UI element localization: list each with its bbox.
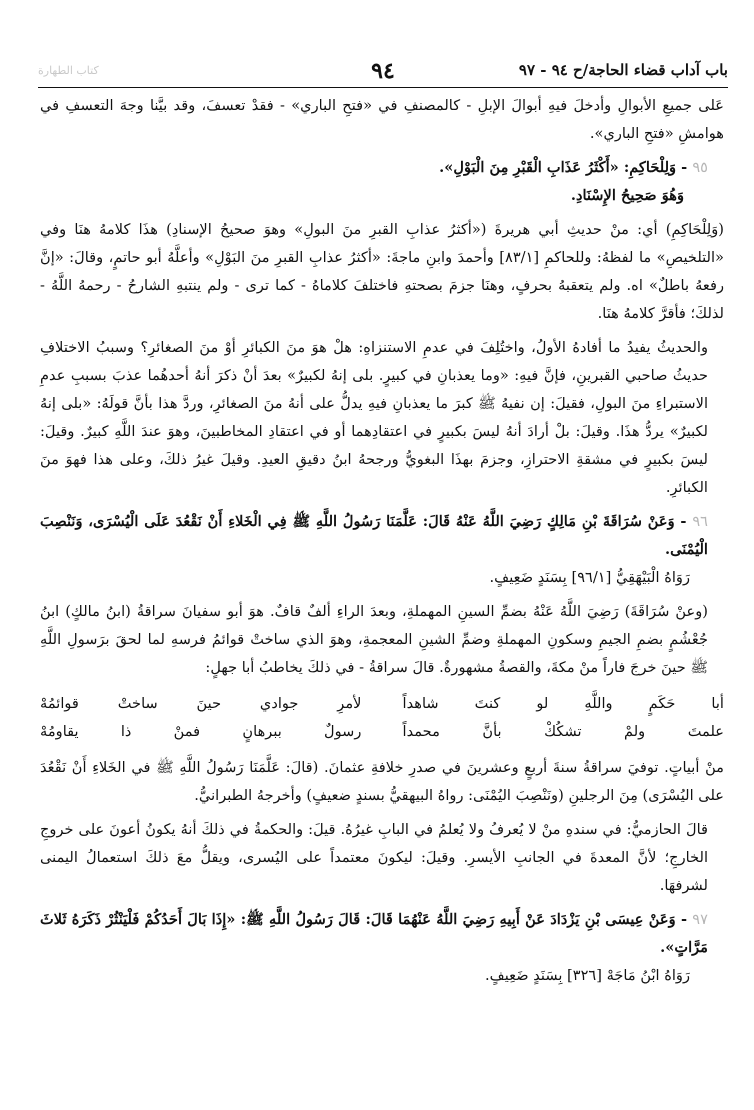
commentary-paragraph: منْ أبياتٍ. توفيَ سراقةُ سنةَ أربعٍ وعشرينَ في صدرِ خلافةِ عثمانَ. (قالَ: عَلَّمَنَا رَسُولُ اللَّهِ ﷺ في الخَلاءِ أَنْ نَقْعُدَ على اليُسْرَى) مِنَ الرجلينِ (ونَنْصِبَ اليُمْنَى: رواهُ البيهقيُّ بسندٍ ضعيفٍ) وأخرجهُ الطبرانيُّ.	[40, 759, 724, 804]
page-header	[38, 58, 728, 86]
poem-verse	[40, 690, 724, 718]
hadith-source: رَوَاهُ الْبَيْهَقِيُّ [٩٦/١] بِسَنَدٍ ضَعِيفٍ.	[489, 569, 690, 586]
poem-verse	[40, 718, 724, 746]
poem-hemistich: رسولٌ ببرهانٍ فمنْ ذا يقاومُهْ	[40, 723, 362, 740]
poem-hemistich: أبا حَكَمٍ واللَّهِ لو كنتَ شاهداً	[402, 695, 724, 712]
poem	[40, 690, 724, 746]
page-number: ٩٤	[371, 58, 395, 84]
hadith-97	[40, 906, 724, 962]
hadith-source: رَوَاهُ ابْنُ مَاجَهْ [٣٢٦] بِسَنَدٍ ضَعِيفٍ.	[485, 967, 690, 984]
header-rule	[38, 87, 728, 88]
section-title: باب آداب قضاء الحاجة/ح ٩٤ - ٩٧	[518, 61, 728, 79]
hadith-96	[40, 508, 724, 564]
commentary-paragraph: (وَلِلْحَاكِمِ) أي: منْ حديثِ أبي هريرةَ («أكثرُ عذابِ القبرِ منَ البولِ» وهوَ صحيحُ الإسنادِ) هذَا كلامهُ هنَا وفي «التلخيصِ» ما لفظهُ: وللحاكمِ [٨٣/١] وأحمدَ وابنِ ماجةَ: «أكثرُ عذابِ القبرِ منَ البَوْلِ» وأعلَّهُ أبو حاتمٍ، وقالَ: «إنَّ رفعهُ باطلٌ» اه. ولم يتعقبهُ بحرفٍ، وهنَا جزمَ بصحتهِ فاختلفَ كلاماهُ - كما ترى - ولم ينتبهِ الشارحُ - رحمهُ اللَّهُ - لذلكَ؛ فأقرَّ كلامهُ هنَا.	[40, 221, 724, 322]
hadith-text: - وَعَنْ سُرَاقَةَ بْنِ مَالِكٍ رَضِيَ اللَّهُ عَنْهُ قَالَ: عَلَّمَنَا رَسُولُ اللَّهِ ﷺ فِي الْخَلاءِ أَنْ نَقْعُدَ عَلَى الْيُسْرَى، وَنَنْصِبَ الْيُمْنَى.	[40, 513, 708, 558]
commentary-paragraph: والحديثُ يفيدُ ما أفادهُ الأولُ، واختُلِفَ في عدمِ الاستنزاهِ: هلْ هوَ منَ الكبائرِ أوْ منَ الصغائرِ؟ وسببُ الاختلافِ حديثُ صاحبي القبرينِ، فإنَّ فيهِ: «وما يعذبانِ في كبيرٍ. بلى إنهُ لكبيرٌ» بعدَ أنْ ذكرَ أنهُ أحدهُما عذبَ بسببِ عدمِ الاستبراءِ منَ البولِ، فقيلَ: إن نفيهُ ﷺ كبرَ ما يعذبانِ فيهِ يدلُّ على أنهُ منَ الصغائرِ، وردَّ هذا بأنَّ قولَهُ: «بلى إنهُ لكبيرٌ» يردُّ هذَا. وقيلَ: بلْ أرادَ أنهُ ليسَ بكبيرٍ في اعتقادِهما أو في اعتقادِ المخاطبينَ، وهوَ عندَ اللَّهِ كبيرٌ. وقيلَ: ليسَ بكبيرٍ في مشقةِ الاحترازِ، وجزمَ بهذَا البغويُّ ورجحهُ ابنُ دقيقِ العيدِ. وقيلَ غيرُ ذلكَ، وعلى هذا فهوَ منَ الكبائرِ.	[40, 339, 708, 496]
hadith-number: ٩٧	[692, 911, 708, 928]
commentary-paragraph: قالَ الحازميُّ: في سندهِ منْ لا يُعرفُ ولا يُعلمُ في البابِ غيرُهُ. قيلَ: والحكمةُ في ذلكَ أنهُ يكونُ أعونَ على خروجِ الخارجِ؛ لأنَّ المعدةَ في الجانبِ الأيسرِ. وقيلَ: ليكونَ معتمداً على اليُسرى، ويقلُّ معَ ذلكَ استعمالُ اليمنى لشرفهَا.	[40, 821, 708, 894]
hadith-95	[40, 154, 724, 182]
page-body	[40, 92, 724, 990]
poem-hemistich: علمتَ ولمْ تشكُكْ بأنَّ محمداً	[402, 723, 724, 740]
commentary-paragraph: (وعنْ سُرَاقَةَ) رَضِيَ اللَّهُ عَنْهُ بضمِّ السينِ المهملةِ، وبعدَ الراءِ ألفٌ قافٌ. هوَ أبو سفيانَ سراقةُ (ابنُ مالكٍ) ابنُ جُعْشُمٍ بضمِ الجيمِ وسكونِ المهملةِ وضمِّ الشينِ المعجمةِ، وهوَ الذي ساختْ قوائمُ فرسهِ لما لحقَ برَسولِ اللَّهِ ﷺ حينَ خرجَ فاراً منْ مكةَ، والقصةُ مشهورةٌ. قالَ سراقةُ - في ذلكَ يخاطبُ أبا جهلٍ:	[40, 603, 708, 676]
hadith-text: - وَلِلْحَاكِمِ: «أَكْثَرُ عَذَابِ الْقَبْرِ مِنَ الْبَوْلِ».	[439, 159, 688, 176]
hadith-number: ٩٦	[692, 513, 708, 530]
hadith-number: ٩٥	[692, 159, 708, 176]
paragraph-line: التعسفِ في هوامشِ «فتحِ الباري».	[40, 97, 724, 142]
paragraph	[40, 92, 724, 148]
hadith-verdict: وَهُوَ صَحِيحُ الإِسْنَادِ.	[570, 187, 684, 204]
poem-hemistich: لأمرِ جوادي حينَ ساختْ قوائمُهْ	[40, 695, 362, 712]
paragraph-line: عَلى جميعِ الأبوالِ وأدخلَ فيهِ أبوالَ الإبلِ - كالمصنفِ في «فتحِ الباري» - فقدْ تعسفَ، وقد بيَّنا وجهَ	[119, 97, 724, 114]
running-title: كتاب الطهارة	[38, 64, 99, 77]
hadith-text: - وَعَنْ عِيسَى بْنِ يَزْدَادَ عَنْ أَبِيهِ رَضِيَ اللَّهُ عَنْهُمَا قَالَ: قَالَ رَسُولُ اللَّهِ ﷺ: «إِذَا بَالَ أَحَدُكُمْ فَلْيَنْثُرْ ذَكَرَهُ ثَلاثَ مَرَّاتٍ».	[40, 911, 708, 956]
